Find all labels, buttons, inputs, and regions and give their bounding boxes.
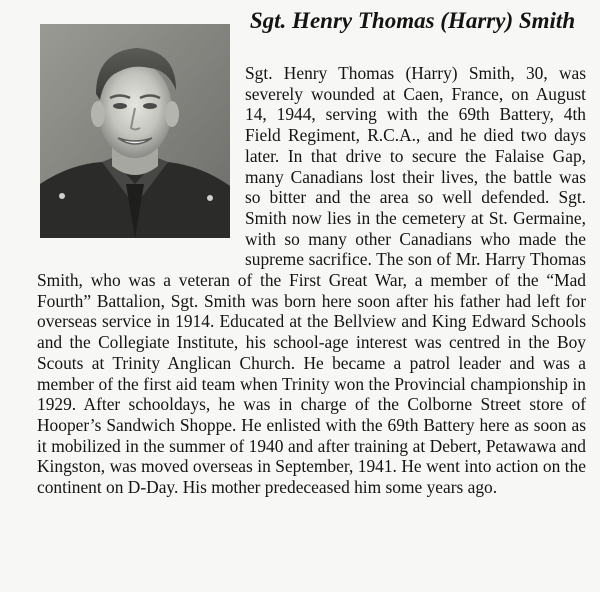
article-title: Sgt. Henry Thomas (Harry) Smith xyxy=(249,8,576,33)
article-body-text: Sgt. Henry Thomas (Harry) Smith, 30, was severely wounded at Caen, France, on August 14, 1944, serving with the 69th Battery, 4th Field Regiment, R.C.A., and he died two days later. In that drive to secure the Falaise Gap, many Canadians lost their lives, the battle was so bitter and the area so well defended. Sgt. Smith now lies in the cemetery at St. Germaine, with so many other Canadians who made the supreme sacrifice. The son of Mr. Harry Thomas Smith, who was a veteran of the First Great War, a member of the “Mad Fourth” Battalion, Sgt. Smith was born here soon after his father had left for overseas service in 1914. Educated at the Bellview and King Edward Schools and the Collegiate Institute, his school-age interest was centred in the Boy Scouts at Trinity Anglican Church. He became a patrol leader and was a member of the first aid team when Trinity won the Provincial championship in 1929. After schooldays, he was in charge of the Colborne Street store of Hooper’s Sandwich Shoppe. He enlisted with the 69th Battery here as soon as it mobilized in the summer of 1940 and after training at Debert, Petawawa and Kingston, was moved overseas in September, 1941. He went into action on the continent on D-Day. His mother predeceased him some years ago. xyxy=(37,63,586,498)
article-body xyxy=(37,63,586,498)
photo-wrap-spacer xyxy=(37,63,245,250)
